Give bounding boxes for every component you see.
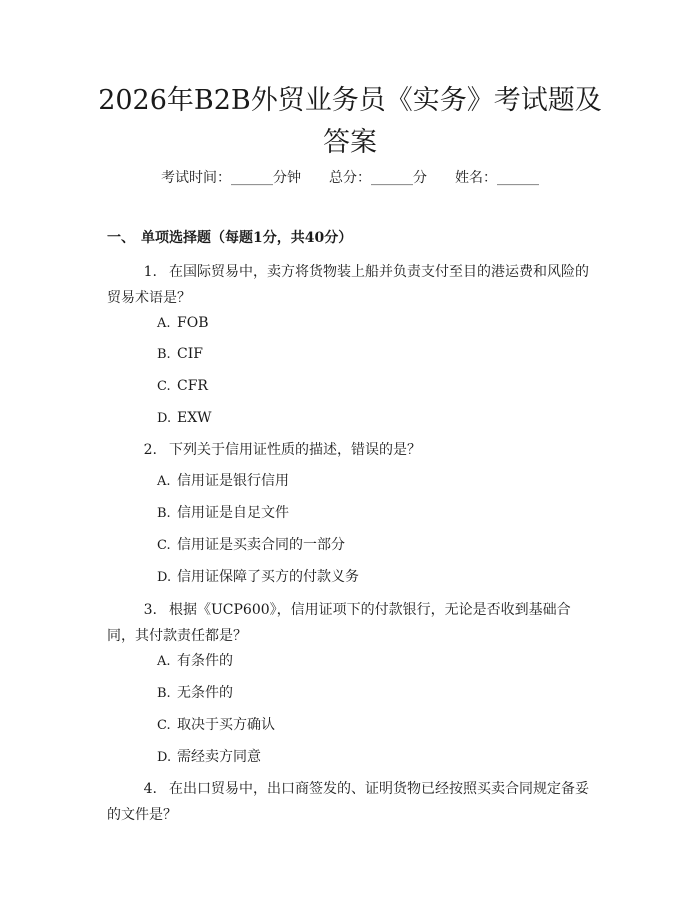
option: C. 信用证是买卖合同的一部分: [157, 537, 345, 553]
option: B. 无条件的: [157, 685, 233, 701]
question-number: 1.: [143, 264, 157, 280]
question-text: 根据《UCP600》，信用证项下的付款银行，无论是否收到基础合同，其付款责任都是？: [107, 602, 571, 644]
option: D. EXW: [157, 410, 212, 426]
section-heading: [107, 228, 352, 248]
question-text: 下列关于信用证性质的描述，错误的是？: [169, 442, 421, 458]
question-text: 在国际贸易中，卖方将货物装上船并负责支付至目的港运费和风险的贸易术语是？: [107, 264, 589, 306]
option: C. 取决于买方确认: [157, 717, 275, 733]
option: D. 需经卖方同意: [157, 749, 261, 765]
exam-time: 考试时间：______分钟: [161, 170, 301, 186]
question-number: 2.: [143, 442, 157, 458]
question-number: 4.: [143, 781, 157, 797]
option: D. 信用证保障了买方的付款义务: [157, 569, 359, 585]
option: C. CFR: [157, 378, 208, 394]
section-title: 单项选择题（每题1分，共40分）: [141, 230, 353, 246]
question-3: [107, 597, 597, 649]
option: A. 有条件的: [157, 653, 233, 669]
question-text: 在出口贸易中，出口商签发的、证明货物已经按照买卖合同规定备妥的文件是？: [107, 781, 589, 823]
option: A. FOB: [157, 315, 209, 331]
question-number: 3.: [143, 602, 157, 618]
question-4: [107, 776, 597, 828]
question-2: [107, 437, 597, 463]
exam-total-score: 总分：______分: [329, 170, 427, 186]
option: B. CIF: [157, 346, 203, 362]
option: B. 信用证是自足文件: [157, 505, 289, 521]
exam-info: [0, 168, 700, 188]
page-title: 2026年B2B外贸业务员《实务》考试题及答案: [98, 85, 602, 158]
section-number: 一、: [107, 230, 135, 246]
question-1: [107, 259, 597, 311]
option: A. 信用证是银行信用: [157, 473, 289, 489]
exam-name: 姓名：______: [455, 170, 539, 186]
